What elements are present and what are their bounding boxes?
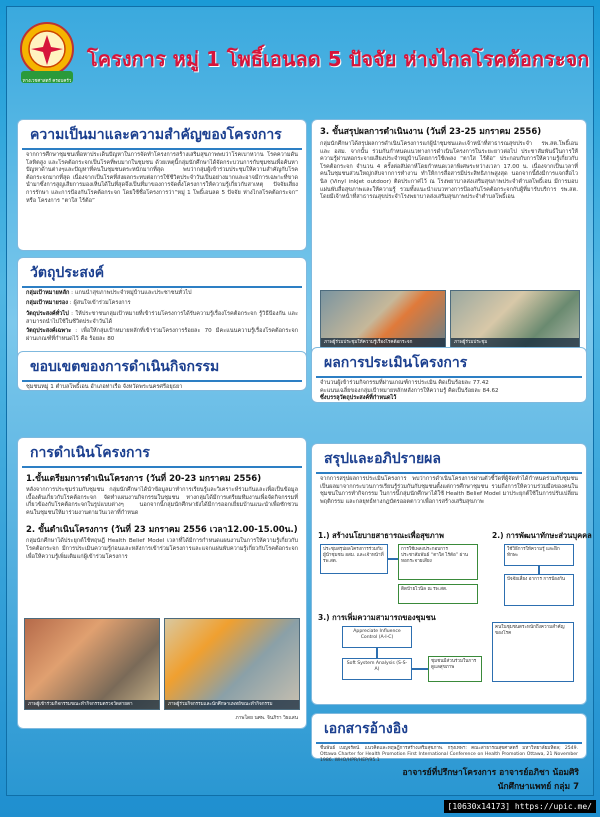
diagram-arrow [538,566,540,574]
diagram-box-participation: ชุมชนมีส่วนร่วมในการดูแลสุขภาพ [428,656,482,682]
evaluation-result: ซึ่งบรรลุวัตถุประสงค์ที่กำหนดไว้ [320,395,397,402]
photo-caption: ภาพผู้เข้าร่วมกิจกรรมขณะทำกิจกรรมตรวจวัดสายตา [25,700,159,709]
evaluation-line-1: จำนวนผู้เข้าร่วมกิจกรรมที่ผ่านเกณฑ์การประเมิน คิดเป็นร้อยละ 77.42 [320,380,489,386]
page-title: โครงการ หมู่ 1 โพธิ์เอนลด 5 ปัจจัย ห่างไกลโรคต้อกระจก [87,47,590,71]
objective-label: กลุ่มเป้าหมายรอง [26,299,68,306]
evaluation-section [311,347,587,403]
poster [6,6,594,796]
objective-text: : ให้ประชาชนกลุ่มเป้าหมายที่เข้าร่วมโครงการได้รับความรู้เรื่องโรคต้อกระจก รู้วิธีป้องกัน และสามารถนำไปใช้ในชีวิตประจำวันได้ [26,311,298,325]
photo-credit: ภาพโดย นศพ. จินภิรา วิธแสน [235,716,298,721]
diagram-box-aic: Appreciate Influence Control (A-I-C) [342,626,412,648]
diagram-box-ssa: Soft System Analysis (S-S-A) [342,658,412,680]
scope-heading: ขอบเขตของการดำเนินกิจกรรม [22,352,302,382]
objective-line-3 [18,309,306,328]
objective-label: วัตถุประสงค์เฉพาะ [26,328,72,335]
summary-step-heading: 3. ขั้นสรุปผลการดำเนินงาน (วันที่ 23-25 มกราคม 2556) [320,127,542,137]
references-heading: เอกสารอ้างอิง [316,714,582,744]
discussion-heading: สรุปและอภิปรายผล [316,444,582,474]
diagram-box-vinyl: ติดป้ายไวนิล ณ รพ.สต. [398,584,478,604]
diagram-box-awareness: คนในชุมชนตระหนักถึงความสำคัญของโรค [492,622,574,682]
photo-caption: ภาพผู้ร่วมประชุมให้ความรู้เรื่องโรคต้อกระจก [321,338,445,347]
advisor-credit: อาจารย์ที่ปรึกษาโครงการ อาจารย์อภิชา น้อมศิริ [402,768,579,778]
logo-caption: ทางเวชศาสตร์ ครอบครัว [22,79,72,84]
objective-text: : ผู้สนใจเข้าร่วมโครงการ [68,299,131,306]
objectives-heading: วัตถุประสงค์ [22,258,302,288]
step1-title: 1.ขั้นเตรียมการดำเนินโครงการ (วันที่ 20-23 มกราคม 2556) [26,474,262,484]
diagram-box-training: ใช้วิธีการให้ความรู้ และฝึกทักษะ [504,544,574,566]
strategy-item-1: 1.) สร้างนโยบายสาธารณะเพื่อสุขภาพ [318,531,444,540]
summary-photo-1 [320,290,446,348]
objective-text: : เพื่อให้กลุ่มเป้าหมายหลักที่เข้าร่วมโครงการร้อยละ 70 มีคะแนนความรู้เรื่องโรคต้อกระจกผ่านเกณฑ์ที่กำหนดไว้ คือ ร้อยละ 80 [26,328,298,342]
diagram-box-song: การใช้เพลงประกอบการประชาสัมพันธ์ “ตาใส ไร้ต้อ” ผ่านหอกระจายเสียง [398,544,478,580]
references-section [311,713,587,763]
discussion-text: จากการสรุปผลการประเมินโครงการ พบว่าการดำเนินโครงการผ่านตัวชี้วัดที่ผู้จัดทำได้กำหนดร่วมกับชุมชน เป็นผลมาจากกระบวนการเรียนรู้ร่วมกันกับชุมชนตั้งแต่การศึกษาชุมชน รวมถึงการให้ความร่วมมือของคนในชุมชนในการทำกิจกรรม ในการนี้กลุ่มนักศึกษาได้ใช้ Health Belief Model มาประยุกต์ใช้ในการปรับเปลี่ยนพฤติกรรม และกลยุทธ์ทางกฎบัตรออตตาวาเพื่อการสร้างเสริมสุขภาพ [320,476,578,505]
activity-photo-2 [164,618,300,710]
summary-step-section [311,119,587,357]
photo-caption: ภาพผู้ร่วมกิจกรรมและนักศึกษาแพทย์ขณะทำกิจกรรม [165,700,299,709]
objective-label: กลุ่มเป้าหมายหลัก [26,290,70,296]
activity-photo-1 [24,618,160,710]
diagram-box-risk: ปัจจัยเสี่ยง อาการ การป้องกัน [504,574,574,606]
watermark-label: [10630x14173] https://upic.me/ [444,800,597,813]
evaluation-line-2: คะแนนเฉลี่ยของกลุ่มเป้าหมายหลักหลังการให้ความรู้ คิดเป็นร้อยละ 84.62 [320,387,499,394]
operations-heading: การดำเนินโครงการ [22,438,302,468]
summary-photo-2 [450,290,580,348]
objective-label: วัตถุประสงค์ทั่วไป [26,311,69,318]
step2-title: 2. ขั้นดำเนินโครงการ (วันที่ 23 มกราคม 2556 เวลา12.00-15.00น.) [26,525,298,536]
diagram-box-meeting: ประชุมสรุปผลโครงการร่วมกับ ผู้นำชุมชน อสม. และเจ้าหน้าที่ รพ.สต. [320,544,388,574]
background-heading: ความเป็นมาและความสำคัญของโครงการ [22,120,302,150]
objective-text: : แกนนำสุขภาพประจำหมู่บ้านและประชาชนทั่วไป [69,290,192,296]
strategy-item-2: 2.) การพัฒนาทักษะส่วนบุคคล [492,531,592,540]
header [7,7,595,95]
summary-step-text: กลุ่มนักศึกษาได้สรุปผลการดำเนินโครงการแก่ผู้นำชุมชนและเจ้าหน้าที่สาธารณสุขประจำ รพ.สต.โพธิ์เอน และ อสม. จากนั้น ร่วมกันกำหนดแนวทางการดำเนินโครงการในระยะยาวต่อไป ประชาสัมพันธ์ในการให้ความรู้ผ่านหอกระจายเสียงประจำหมู่บ้านโดยการใช้เพลง “ตาใส ไร้ต้อ” ประกอบกับการให้ความรู้เกี่ยวกับโรคต้อกระจก จำนวน 4 ครั้งต่อสัปดาห์โดยกำหนดเวลาพิเศษระหว่างเวลา 17.00 น. เนื่องจากเป็นเวลาที่คนในชุมชนส่วนใหญ่กลับจากการทำงาน ทำให้การสื่อสารมีประสิทธิภาพสูงสุด นอกจากนี้ยังมีการแจกสื่อไวนิล (Vinyl inkjet outdoor) ติดประกาศไว้ ณ โรงพยาบาลส่งเสริมสุขภาพประจำตำบลโพธิ์เอน มีการมอบแผ่นพับสื่อสุขภาพและให้ความรู้ รวมทั้งแนะนำแนวทางการป้องกันโรคต้อกระจกกับผู้ที่มารับบริการ รพ.สต. โดยมีเจ้าหน้าที่สาธารณสุขประจำโรงพยาบาลส่งเสริมสุขภาพประจำตำบลโพธิ์เอน [320,141,578,201]
operations-section [17,437,307,729]
evaluation-heading: ผลการประเมินโครงการ [316,348,582,378]
scope-text: ชุมชนหมู่ 1 ตำบลโพธิ์เอน อำเภอท่าเรือ จังหวัดพระนครศรีอยุธยา [26,384,183,390]
references-text: ชื่นพันธ์ เบญจรัตน์. แนวคิดและทฤษฎีการสร้างเสริมสุขภาพ. กรุงเทพฯ: คณะสาธารณสุขศาสตร์ มหาวิทยาลัยมหิดล; 2549. Ottawa Charter for Health Promotion First International Conference on Health Promotion Ottawa, 21 November 1986. WHO/HPR/HEP/95.1 [320,746,578,763]
photo-caption: ภาพผู้ร่วมประชุม [451,338,579,347]
diagram-arrow [388,558,398,560]
discussion-section [311,443,592,705]
strategy-item-3: 3.) การเพิ่มความสามารถของชุมชน [318,613,436,622]
diagram-arrow [376,648,378,658]
background-section [17,119,307,251]
step2-text: กลุ่มนักศึกษาได้ประยุกต์ใช้ทฤษฎี Health Belief Model เวลาที่ได้มีการกำหนดแผนงานในการให้ความรู้เกี่ยวกับโรคต้อกระจก มีการประเมินความรู้ก่อนและหลังการเข้าร่วมโครงการและแจกแผ่นพับความรู้เกี่ยวกับโรคต้อกระจกเพื่อให้ความรู้เพิ่มเติมแก่ผู้เข้าร่วมโครงการ [26,538,298,560]
objective-line-2 [18,300,306,310]
group-credit: นักศึกษาแพทย์ กลุ่ม 7 [497,782,579,792]
objective-line-4 [18,328,306,345]
objectives-section [17,257,307,361]
diagram-arrow [412,668,428,670]
background-text: จากการศึกษาชุมชนเพื่อหาประเด็นปัญหาในการจัดทำโครงการสร้างเสริมสุขภาพพบว่าโรคเบาหวาน โรคความดันโลหิตสูง และโรคต้อกระจกเป็นโรคที่พบมากในชุมชน ด้วยเหตุนี้กลุ่มนักศึกษาได้จัดกระบวนการกับชุมชนเพื่อค้นหาปัญหาด้านต่างๆและปัญหาที่คนในชุมชนตระหนักมากที่สุด พบว่ากลุ่มผู้เข้าร่วมประชุมให้ความสำคัญกับโรคต้อกระจกมากที่สุด เนื่องจากเป็นโรคที่ส่งผลกระทบต่อการใช้ชีวิตประจำวันเป็นอย่างมากและอาจมีการเฉพาะที่ขาดนำมาซึ่งการสูญเสียการมองเห็นได้ในที่สุดจึงเป็นที่มาของการจัดตั้งโครงการให้ความรู้เกี่ยวกับสาเหตุ ปัจจัยเสี่ยง การรักษา และการป้องกันโรคต้อกระจก โดยใช้ชื่อโครงการว่า“หมู่ 1 โพธิ์เอนลด 5 ปัจจัย ห่างไกลโรคต้อกระจก” หรือ โครงการ “ตาใส ไร้ต้อ” [26,152,298,204]
objective-line-1 [18,288,306,300]
step1-text: หลังจากการประชุมร่วมกับชุมชน กลุ่มนักศึกษาได้นำข้อมูลมาทำการเรียนรู้และวิเคราะห์ร่วมกันและเพื่อเป็นข้อมูลเบื้องต้นเกี่ยวกับโรคต้อกระจก จัดทำแผนงานกิจกรรมในชุมชน ทางกลุ่มได้มีการเตรียมทีมงานเพื่อจัดกิจกรรมที่เกี่ยวข้องกับโรคต้อกระจกในรูปแบบต่างๆ นอกจากนี้กลุ่มนักศึกษายังได้มีการออกเยี่ยมบ้านแนะนำเพื่อชักชวนคนในชุมชนให้มาร่วมงานตามวันเวลาที่กำหนด [26,487,298,516]
scope-section [17,351,307,391]
